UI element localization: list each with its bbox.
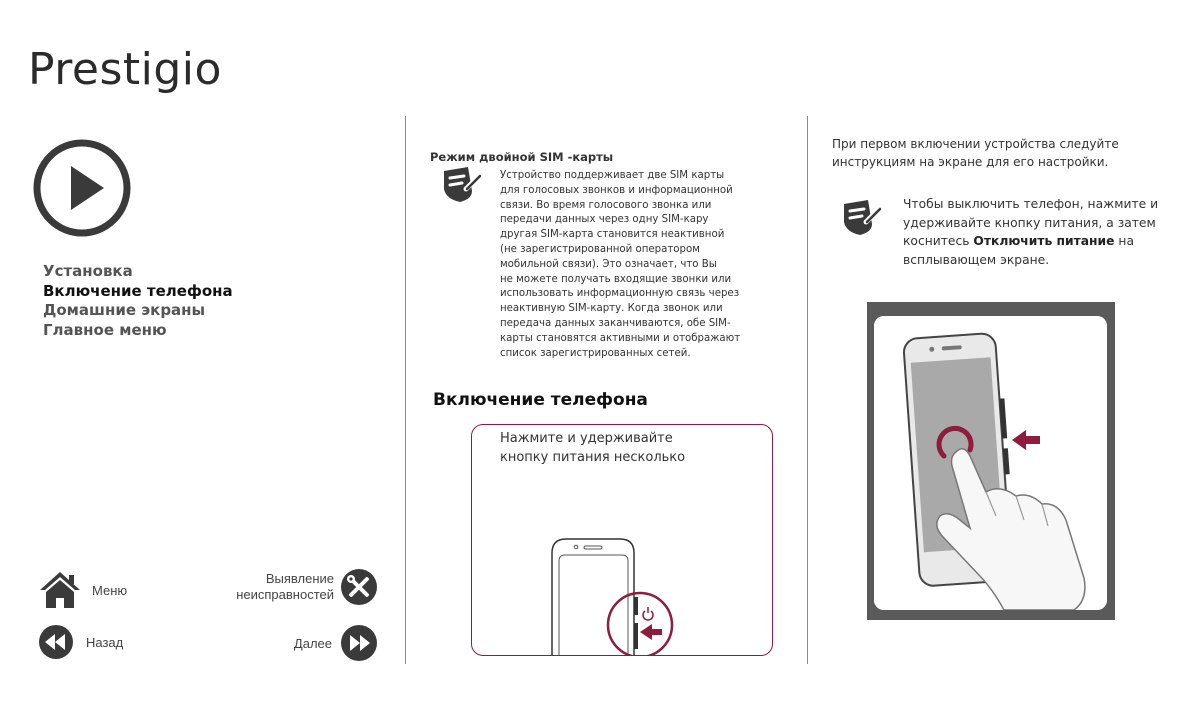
intro-line-1: При первом включении устройства следуйте (832, 137, 1119, 151)
dual-sim-text (500, 169, 772, 361)
off-line-1: Чтобы выключить телефон, нажмите и (903, 197, 1159, 211)
power-on-title: Включение телефона (433, 390, 648, 410)
toc-item-installation[interactable]: Установка (43, 262, 133, 280)
column-divider-1 (405, 116, 406, 664)
note-pen-icon (840, 198, 882, 236)
hand-pressing-phone-illustration (874, 316, 1107, 610)
dual-sim-line: Устройство поддерживает две SIM карты (500, 170, 725, 181)
dual-sim-line: передача данных заканчиваются, обе SIM- (500, 317, 731, 329)
dual-sim-line: не можете получать входящие звонки или (500, 273, 732, 285)
off-line-3-pre: коснитесь (903, 234, 974, 249)
power-off-option-name: Отключить питание (973, 234, 1115, 249)
dual-sim-line: неактивную SIM-карту. Когда звонок или (500, 303, 723, 315)
dual-sim-line: (не зарегистрированной оператором (500, 243, 700, 255)
toc-item-home-screens[interactable]: Домашние экраны (43, 301, 206, 319)
menu-button[interactable] (38, 570, 127, 610)
brand-logo: Prestigio (28, 44, 222, 95)
note-pen-icon (440, 165, 482, 203)
instruction-line-1: Нажмите и удерживайте (500, 431, 673, 446)
troubleshooting-line-1: Выявление (265, 571, 334, 586)
dual-sim-title: Режим двойной SIM -карты (430, 150, 614, 164)
off-line-3-post: на (1114, 234, 1134, 249)
home-icon (38, 570, 82, 610)
column-divider-2 (807, 116, 808, 664)
menu-label: Меню (92, 582, 128, 598)
next-button[interactable] (294, 624, 378, 662)
dual-sim-line: передачи данных через одну SIM-кару (500, 214, 709, 226)
tools-icon (340, 568, 378, 606)
next-icon (340, 624, 378, 662)
power-off-note (903, 195, 1183, 269)
dual-sim-line: для голосовых звонков и информационной (500, 184, 733, 196)
off-line-4: всплывающем экране. (903, 252, 1050, 267)
table-of-contents (43, 262, 233, 340)
instruction-line-2: кнопку питания несколько (500, 449, 686, 465)
dual-sim-line: карты становятся активными и отображают (500, 332, 741, 344)
back-label: Назад (86, 634, 124, 650)
back-icon (38, 624, 74, 660)
next-label: Далее (293, 635, 332, 651)
dual-sim-line: мобильной связи). Это означает, что Вы (500, 258, 717, 270)
intro-line-2: инструкциям на экране для его настройки. (832, 154, 1109, 169)
toc-item-power-on[interactable]: Включение телефона (43, 281, 233, 300)
toc-item-main-menu[interactable]: Главное меню (43, 320, 167, 339)
play-icon[interactable] (32, 138, 132, 238)
troubleshooting-label (236, 571, 334, 603)
dual-sim-line: другая SIM-карта становится неактивной (500, 229, 725, 241)
power-button-photo (874, 316, 1107, 610)
dual-sim-line: список зарегистрированных сетей. (500, 347, 691, 359)
power-on-instruction (500, 430, 685, 467)
troubleshooting-button[interactable] (236, 568, 378, 606)
dual-sim-line: использовать информационную связь через (500, 288, 740, 300)
dual-sim-line: связи. Во время голосового звонка или (500, 199, 712, 211)
off-line-2: удерживайте кнопку питания, а затем (903, 215, 1156, 230)
first-boot-text (832, 136, 1172, 171)
troubleshooting-line-2: неисправностей (236, 587, 334, 602)
off-line-3 (903, 232, 1183, 251)
back-button[interactable] (38, 624, 123, 660)
